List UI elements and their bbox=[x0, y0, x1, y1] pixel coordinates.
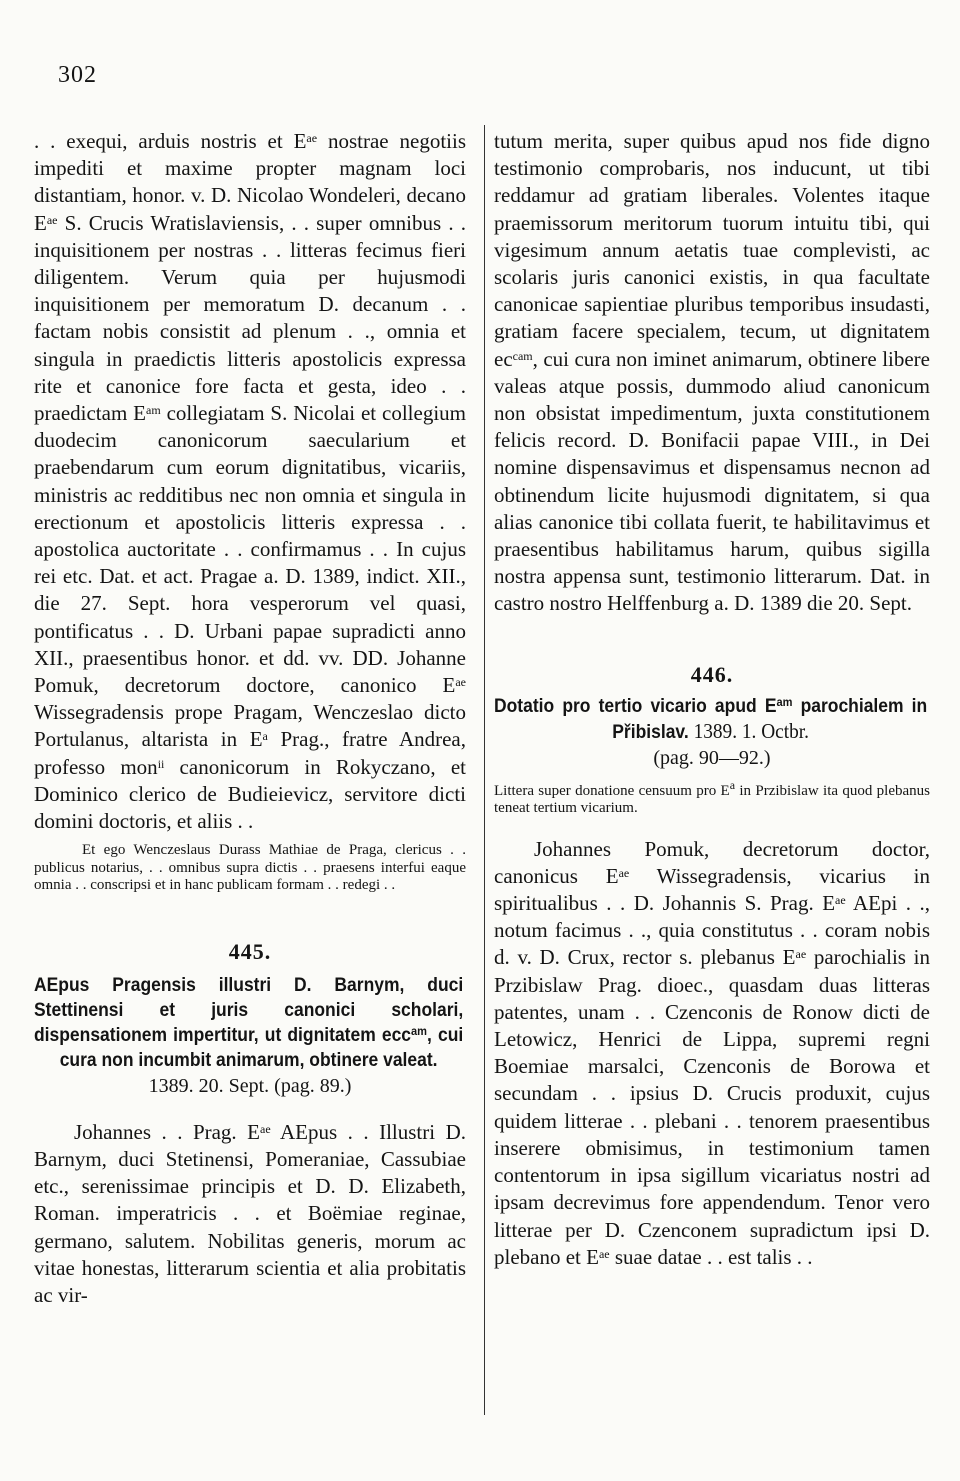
document-446-pag: (pag. 90—92.) bbox=[653, 746, 771, 769]
document-445-date: 1389. 20. Sept. (pag. 89.) bbox=[148, 1074, 352, 1097]
left-column bbox=[34, 128, 466, 1309]
right-column bbox=[494, 128, 930, 1271]
document-446-body: Johannes Pomuk, decretorum doctor, canonicus $E^{ae}$ Wissegradensis, vicarius in spiritualibus . . D. Johannis S. Prag. $E^{ae}$ AEpi . ., notum facimus . ., quia constitutus . . coram nobis d. v. D. Crux, rector s. plebanus $E^{ae}$ parochialis in Przibislaw Prag. dioec., quasdam duas litteras patentes, unam . . Czenconis de Ronow dicti de Letowicz, Henrici de Lippa, supremi regni Boemiae marsalci, Czenconis de Borowa et secundam . . ipsius D. Crucis produxit, cujus quidem litterae . . plebani . . tenorem praesentibus inserere obmisimus, in testimonium tamen contentorum in ipsa sigillum vicariatus nostri ad ipsam decrevimus fore appendendum. Tenor vero litterae per D. Czenconem supradictum ipsi D. plebano et $E^{ae}$ suae datae . . est talis . . bbox=[494, 836, 931, 1269]
page-number: 302 bbox=[58, 62, 97, 88]
column-divider bbox=[484, 125, 485, 1415]
document-446-summary: Littera super donatione censuum pro $E^a$ in Przibislaw ita quod plebanus teneat tertium vicarium. bbox=[494, 777, 930, 817]
notary-attestation: Et ego Wenczeslaus Durass Mathiae de Praga, clericus . . publicus notarius, . . omnibus supra dictis . . praesens interfui eaque omnia . . conscripsi et in hanc publicam formam . . redegi . . bbox=[34, 842, 466, 894]
document-446-title-date: 1389. 1. Octbr. bbox=[693, 718, 809, 743]
document-445-body: Johannes . . Prag. $E^{ae}$ AEpus . . Illustri D. Barnym, duci Stetinensi, Pomeraniae, Cassubiae etc., serenissimae principis et D. D. Elizabeth, Roman. imperatricis . . et Boëmiae reginae, germano, salutem. Nobilitas generis, morum ac vitae honestas, litterarum scientia et alia probitatis ac vir- bbox=[34, 1119, 466, 1307]
document-445-title: AEpus Pragensis illustri D. Barnym, duci Stettinensi et juris canonici scholari, dispensationem impertitur, ut dignitatem ecc$^{am}$, cui cura non incumbit animarum, obtinere valeat. bbox=[34, 974, 464, 1071]
right-continuation-text: tutum merita, super quibus apud nos fide digno testimonio comprobaris, nos inducunt, ut tibi reddamur ad gratiam liberales. Volentes itaque praemissorum meritorum tuorum intuitu tibi, qui vigesimum annum aetatis tuae complevisti, ac scolaris juris canonici existis, in qua facultate canonicae sapientiae pluribus temporibus insudasti, gratiam facere specialem, tecum, ut dignitatem $ec^{cam}$, cui cura non iminet animarum, obtinere libere valeas atque possis, dummodo aliud canonicum non obsistat impedimentum, juxta constitutionem felicis record. D. Bonifacii papae VIII., in Dei nomine dispensavimus et dispensamus necnon ad obtinendum licite hujusmodi dignitatem, si qua alias canonice tibi collata fuerit, te habilitavimus et praesentibus habilitamus harum, quibus sigilla nostra appensa sunt, testimonio litterarum. Dat. in castro nostro Helffenburg a. D. 1389 die 20. Sept. bbox=[494, 129, 930, 616]
left-continuation-text: . . exequi, arduis nostris et $E^{ae}$ nostrae negotiis impediti et maxime propter magnam loci distantiam, honor. v. D. Nicolao Wondeleri, decano $E^{ae}$ S. Crucis Wratislaviensis, . . super omnibus . . inquisitionem per nostras . . litteras fecimus fieri diligentem. Verum quia per hujusmodi inquisitionem per memoratum D. decanum . . factam nobis consistit ad plenum . ., omnia et singula in praedictis litteris apostolicis expressa rite et canonice fore facta et gesta, ideo . . praedictam $E^{am}$ collegiatam S. Nicolai et collegium duodecim canonicorum saecularium et praebendarum cum eorum dignitatibus, vicariis, ministris ac redditibus nec non omnia et singula in erectionum et apostolicis litteris expressa . . apostolica auctoritate . . confirmamus . . In cujus rei etc. Dat. et act. Pragae a. D. 1389, indict. XII., die 27. Sept. hora vesperorum vel quasi, pontificatus . . D. Urbani papae supradicti anno XII., praesentibus honor. et dd. vv. DD. Johanne Pomuk, decretorum doctore, canonico $E^{ae}$ Wissegradensis prope Pragam, Wenczeslao dicto Portulanus, altarista in $E^a$ Prag., fratre Andrea, professo mon$^{ii}$ canonicorum in Rokyczano, et Dominico clerico de Budieievicz, servitore dicti domini doctoris, et aliis . . bbox=[34, 129, 467, 834]
document-446-title bbox=[494, 694, 927, 745]
document-446-title-text: Dotatio pro tertio vicario apud $E^{am}$ parochialem in Přibislav. bbox=[494, 694, 928, 743]
document-446-number: 446. bbox=[690, 661, 734, 687]
document-445-number: 445. bbox=[228, 938, 272, 964]
